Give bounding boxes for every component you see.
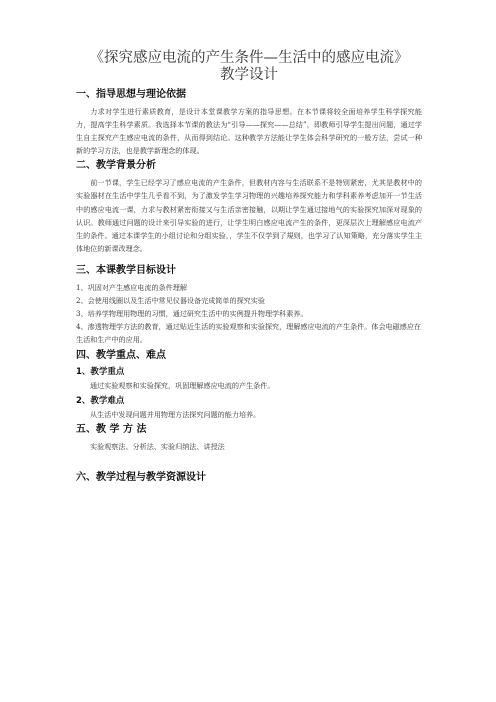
methods-text: 实验观察法、分析法、实验归纳法、讲授法 (90, 441, 225, 451)
key-point-text: 通过实验观察和实验探究，巩固理解感应电流的产生条件。 (90, 381, 275, 391)
document-content (76, 50, 422, 488)
section-heading-guiding-ideology: 一、指导思想与理论依据 (76, 89, 186, 100)
objective-item: 1、巩固对产生感应电流的条件理解 (76, 282, 187, 292)
section-heading-objectives: 三、本课教学目标设计 (76, 264, 176, 276)
document-subtitle: 教学设计 (220, 67, 278, 83)
section-text-guiding-ideology: 力求对学生进行素质教育，是设计本堂课教学方案的指导思想。在本节课将较全面培养学生科学探究能力，提高学生科学素质。我选择本节课的教法为“引导——探究——总结”，即教师引导学生提出问题，通过学生自主探究产生感应电流的条件，从而得到结论。这种教学方法能让学生体会科学研究的一般方法，尝试一种新的学习方法，也是教学新理念的体现。 (76, 107, 422, 156)
section-heading-methods: 五、教 学 方 法 (76, 423, 147, 435)
objective-item: 2、会使用线圈以及生活中常见仪器设备完成简单的探究实验 (76, 296, 265, 306)
section-text-background: 前一节课，学生已经学习了感应电流的产生条件，但教材内容与生活联系不是特别紧密，尤其是教材中的实验器材在生活中学生几乎看不到，为了激发学生学习物理的兴趣培养探究能力和学科素养考虑加开一节生活中的感应电流一课，力求与教材紧密衔接又与生活亲密接触，以期让学生通过接地气的实验探究加深对现象的认识。教师通过问题的设计来引导实验的进行，让学生明白感应电流产生的条件，更深层次上理解感应电流产生的条件。通过本课学生的小组讨论和分组实验，，学生不仅学到了規则，也学习了认知策略，充分落实学生主体地位的新课改理念。 (76, 178, 422, 253)
objective-item: 3、培养学物理用物理的习惯，通过研究生活中的实例提升物理学科素养。 (76, 309, 308, 319)
section-heading-key-points: 四、教学重点、难点 (76, 350, 166, 362)
difficulty-text: 从生活中发现问题并用物理方法探究问题的能力培养。 (90, 409, 261, 419)
section-heading-process: 六、教学过程与教学资源设计 (76, 471, 206, 483)
objective-item: 4、渗透物理学方法的教育，通过贴近生活的实验观察和实验探究，理解感应电流的产生条件。体会电磁感应在生活和生产中的应用。 (76, 322, 422, 345)
section-heading-background: 二、教学背景分析 (76, 160, 156, 172)
document-title: 《探究感应电流的产生条件—生活中的感应电流》 (89, 50, 409, 66)
subheading-key-point: 1、教学重点 (76, 367, 125, 378)
subheading-difficulty: 2、教学难点 (76, 395, 125, 406)
